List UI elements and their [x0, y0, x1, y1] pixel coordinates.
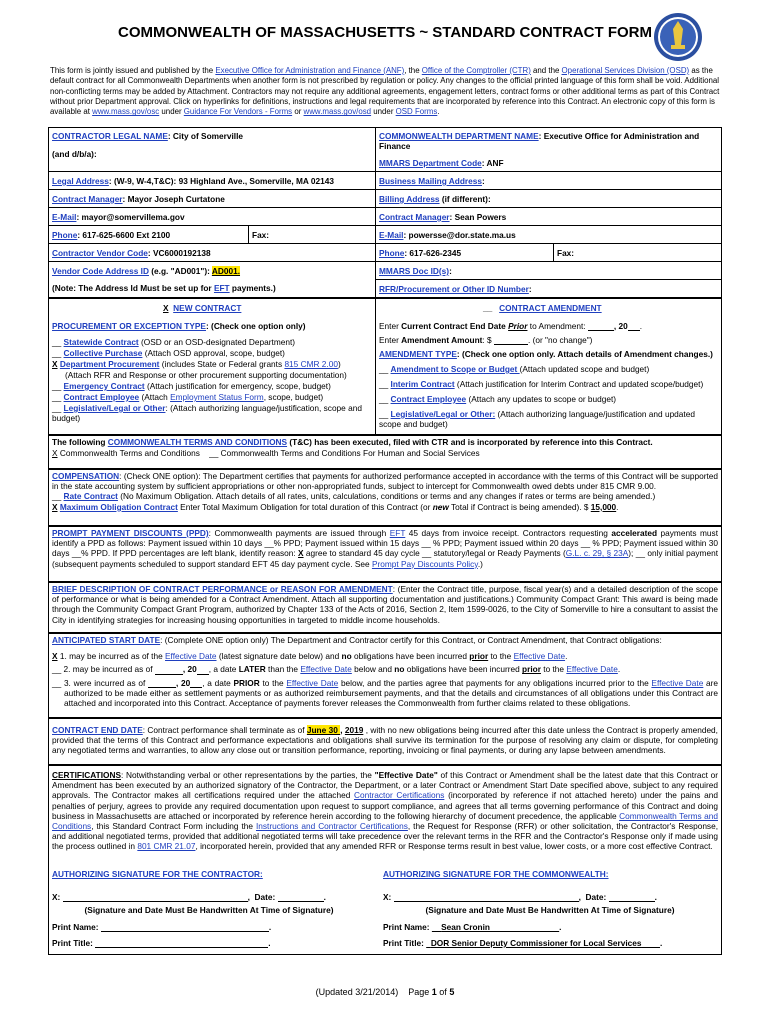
eft-note: (Note: The Address Id Must be set up for EFT payments.) [52, 283, 276, 293]
emergency-contract-option[interactable]: __ Emergency Contract (Attach justification for emergency, scope, budget) [52, 381, 331, 391]
collective-purchase-option[interactable]: __ Collective Purchase (Attach OSD approval, scope, budget) [52, 348, 285, 358]
contractor-legal-address[interactable]: Legal Address: (W-9, W-4,T&C): 93 Highland Ave., Somerville, MA 02143 [52, 176, 334, 186]
commonwealth-signature-heading: AUTHORIZING SIGNATURE FOR THE COMMONWEALTH: [383, 869, 609, 879]
contract-amendment-option[interactable]: __ CONTRACT AMENDMENT [483, 303, 602, 313]
description-section[interactable]: BRIEF DESCRIPTION OF CONTRACT PERFORMANCE or REASON FOR AMENDMENT: (Enter the Contract title, purpose, fiscal year(s) and a detailed description of the scope of performance or what is being amended for a Contract Amendment. Attach all supporting documentation and justifications.) Community Compact Grant: This award is being made through the Community Compact Grant Program, authorized by Chapter 133 of the Acts of 2016, Section 2, Item 1599-0026, to the City of Somerville to hire a consultant to assist the City in identifying strategies for increasing housing opportunities in targeted to middle income households. [48, 582, 722, 633]
osd-link[interactable]: Operational Services Division (OSD) [561, 66, 690, 75]
guidance-link[interactable]: Guidance For Vendors - Forms [183, 107, 293, 117]
new-contract-option[interactable]: X NEW CONTRACT [163, 303, 242, 313]
terms-human-services-option[interactable]: __ Commonwealth Terms and Conditions For Human and Social Services [209, 448, 480, 459]
vendor-address-id[interactable]: Vendor Code Address ID (e.g. "AD001"): AD001. [52, 266, 241, 276]
end-date-section: CONTRACT END DATE: Contract performance shall terminate as of June 30 , 2019 , with no new obligations being incurred after this date unless the Contract is properly amended, provided that the terms of this Contract and performance expectations and obligations shall survive its termination for the purpose of resolving any claim or dispute, for completing any negotiated terms and warranties, to allow any close out or transition performance, reporting, invoicing or final payments, or during any lapse between amendments. [48, 718, 722, 765]
certifications-section: CERTIFICATIONS: Notwithstanding verbal or other representations by the parties, the "Effective Date" of this Contract or Amendment shall be the latest date that this Contract or Amendment has been executed by an authorized signatory of the Contractor, the Department, or a later Contract or Amendment Start Date specified above, subject to any required approvals. The Contractor makes all certifications required under the attached Contractor Certifications (incorporated by reference if not attached hereto) under the pains and penalties of perjury, agrees to provide any required documentation upon request to support compliance, and agrees that all terms governing performance of this Contract and doing business in Massachusetts are attached or incorporated by reference herein according to the following hierarchy of document precedence, the applicable Commonwealth Terms and Conditions, this Standard Contract Form including the Instructions and Contractor Certifications, the Request for Response (RFR) or other solicitation, the Contractor's Response, and additional negotiated terms, provided that additional negotiated terms will take precedence over the relevant terms in the RFR and the Contractor's Response only if made using the process outlined in 801 CMR 21.07, incorporated herein, provided that any amended RFR or Response terms result in best value, lower costs, or a more cost effective Contract. [48, 765, 722, 955]
contractor-print-name[interactable]: Print Name: . [52, 922, 272, 932]
department-phone[interactable]: Phone: 617-626-2345 [379, 248, 462, 258]
start-option-2[interactable]: __ 2. may be incurred as of , 20 , a date LATER than the Effective Date below and no obligations have been incurred prior to the Effective Date. [52, 664, 621, 675]
contractor-vendor-code[interactable]: Contractor Vendor Code: VC6000192138 [52, 248, 211, 258]
current-end-date-field[interactable]: Enter Current Contract End Date Prior to Amendment: , 20 . [379, 321, 643, 331]
business-mailing-address[interactable]: Business Mailing Address: [379, 176, 485, 186]
terms-standard-option[interactable]: X Commonwealth Terms and Conditions [52, 448, 200, 459]
osd-website-link[interactable]: www.mass.gov/osd [303, 107, 372, 117]
department-manager[interactable]: Contract Manager: Sean Powers [379, 212, 507, 222]
contractor-manager[interactable]: Contract Manager: Mayor Joseph Curtatone [52, 194, 225, 204]
amendment-amount-field[interactable]: Enter Amendment Amount: $ . (or "no change") [379, 335, 593, 345]
start-option-1[interactable]: X 1. may be incurred as of the Effective Date (latest signature date below) and no obligations have been incurred prior to the Effective Date. [52, 651, 568, 662]
ctr-link[interactable]: Office of the Comptroller (CTR) [421, 66, 531, 75]
osd-forms-link[interactable]: OSD Forms [395, 107, 438, 117]
contractor-phone[interactable]: Phone: 617-625-6600 Ext 2100 [52, 230, 171, 240]
terms-section: The following COMMONWEALTH TERMS AND CONDITIONS (T&C) has been executed, filed with CTR and is incorporated by reference into this Contract. X Commonwealth Terms and Conditions __ Commonwealth Terms and Conditions For Human and Social Services [48, 435, 722, 469]
commonwealth-print-name[interactable]: Print Name: Sean Cronin . [383, 922, 562, 932]
department-email[interactable]: E-Mail: powersse@dor.state.ma.us [379, 230, 516, 240]
amend-contract-employee-option[interactable]: __ Contract Employee (Attach any updates to scope or budget) [379, 394, 617, 404]
compensation-section: COMPENSATION: (Check ONE option): The Department certifies that payments for authorized performance accepted in accordance with the terms of this Contract will be supported in the state accounting system by sufficient appropriations or other non-appropriated funds, subject to intercept for Commonwealth owed debts under 815 CMR 9.00. __ Rate Contract (No Maximum Obligation. Attach details of all rates, units, calculations, conditions or terms and any changes if rates or terms are being amended.) X Maximum Obligation Contract Enter Total Maximum Obligation for total duration of this Contract (or new Total if Contract is being amended). $ 15,000. [48, 469, 722, 526]
contractor-print-title[interactable]: Print Title: . [52, 938, 271, 948]
legislative-option[interactable]: __ Legislative/Legal or Other: (Attach authorizing language/justification, scope and budget) [52, 403, 362, 424]
contractor-dba[interactable]: (and d/b/a): [52, 149, 97, 159]
department-procurement-note: (Attach RFR and Response or other procurement supporting documentation) [65, 370, 347, 380]
max-obligation-option[interactable]: X Maximum Obligation Contract Enter Total Maximum Obligation for total duration of this Contract (or new Total if Contract is being amended). $ 15,000. [52, 501, 619, 512]
contractor-fax[interactable]: Fax: [252, 230, 270, 240]
mmars-department-code[interactable]: MMARS Department Code: ANF [379, 158, 504, 168]
start-date-section: ANTICIPATED START DATE: (Complete ONE option only) The Department and Contractor certify for this Contract, or Contract Amendment, that Contract obligations: X 1. may be incurred as of the Effective Date (latest signature date below) and no obligations have been incurred prior to the Effective Date. __ 2. may be incurred as of , 20 , a date LATER than the Effective Date below and no obligations have been incurred prior to the Effective Date. __ 3. were incurred as of , 20 , a date PRIOR to the Effective Date below, and the parties agree that payments for any obligations incurred prior to the Effective Date are authorized to be made either as settlement payments or as authorized reimbursement payments, and that the details and circumstances of all obligations under this Contract are attached and incorporated into this Contract. Acceptance of payments forever releases the Commonwealth from further claims related to these obligations. [48, 633, 722, 718]
department-fax[interactable]: Fax: [557, 248, 575, 258]
amendment-type-heading: AMENDMENT TYPE: (Check one option only. Attach details of Amendment changes.) [379, 349, 713, 359]
contract-employee-option[interactable]: __ Contract Employee (Attach Employment Status Form, scope, budget) [52, 392, 324, 402]
rate-contract-option[interactable]: __ Rate Contract (No Maximum Obligation. Attach details of all rates, units, calculations, conditions or terms and any changes if rates or terms are being amended.) [52, 491, 656, 502]
contractor-legal-name[interactable]: CONTRACTOR LEGAL NAME: City of Somerville [52, 131, 244, 141]
department-procurement-option[interactable]: X Department Procurement (includes State or Federal grants 815 CMR 2.00) [52, 359, 341, 369]
amend-legislative-option[interactable]: __ Legislative/Legal or Other: (Attach authorizing language/justification and updated scope and budget) [379, 409, 695, 430]
page-title: COMMONWEALTH OF MASSACHUSETTS ~ STANDARD CONTRACT FORM [118, 24, 652, 41]
department-name[interactable]: COMMONWEALTH DEPARTMENT NAME: Executive Office for Administration and Finance [379, 131, 700, 152]
contractor-email[interactable]: E-Mail: mayor@somervillema.gov [52, 212, 185, 222]
mmars-doc-id[interactable]: MMARS Doc ID(s): [379, 266, 452, 276]
intro-paragraph: This form is jointly issued and published by the Executive Office for Administration and Finance (ANF), the Office of the Comptroller (CTR) and the Operational Services Division (OSD) as the default contract for all Commonwealth Departments when another form is not prescribed by regulation or policy. Any changes to the official printed language of this form shall be void. Additional non-conflicting terms may be added by Attachment. Contractors may not require any additional agreements, engagement letters, contract forms or other additional terms as part of this Contract without prior Department approval. Click on hyperlinks for definitions, instructions and legal requirements that are incorporated by reference into this Contract. An electronic copy of this form is available at www.mass.gov/osc under Guidance For Vendors - Forms or www.mass.gov/osd under OSD Forms. [50, 66, 720, 117]
contractor-signature-heading: AUTHORIZING SIGNATURE FOR THE CONTRACTOR: [52, 869, 263, 879]
end-year-value[interactable]: 2019 [344, 725, 364, 735]
end-date-value[interactable]: June 30 [306, 725, 341, 735]
massachusetts-seal-icon [653, 12, 703, 62]
commonwealth-print-title[interactable]: Print Title: DOR Senior Deputy Commissioner for Local Services . [383, 938, 663, 948]
procurement-type-heading: PROCUREMENT OR EXCEPTION TYPE: (Check one option only) [52, 321, 306, 331]
start-option-3[interactable]: __ 3. were incurred as of , 20 , a date PRIOR to the Effective Date below, and the parties agree that payments for any obligations incurred prior to the Effective Date are authorized to be made either as settlement payments or as authorized reimbursement payments, and that the details and circumstances of all obligations under this Contract are attached and incorporated into this Contract. Acceptance of payments forever releases the Commonwealth from further claims related to these obligations. [52, 677, 719, 709]
amend-scope-budget-option[interactable]: __ Amendment to Scope or Budget (Attach updated scope and budget) [379, 364, 650, 374]
contractor-handwritten-note: (Signature and Date Must Be Handwritten At Time of Signature) [84, 905, 334, 915]
commonwealth-handwritten-note: (Signature and Date Must Be Handwritten At Time of Signature) [425, 905, 675, 915]
anf-link[interactable]: Executive Office for Administration and Finance (ANF) [215, 66, 405, 75]
rfr-procurement-id[interactable]: RFR/Procurement or Other ID Number: [379, 284, 532, 294]
billing-address[interactable]: Billing Address (if different): [379, 194, 491, 204]
statewide-contract-option[interactable]: __ Statewide Contract (OSD or an OSD-designated Department) [52, 337, 296, 347]
page-footer: (Updated 3/21/2014) Page 1 of 5 [315, 987, 455, 997]
osc-website-link[interactable]: www.mass.gov/osc [92, 107, 160, 117]
prompt-payment-section: PROMPT PAYMENT DISCOUNTS (PPD): Commonwealth payments are issued through EFT 45 days from invoice receipt. Contractors requesting accelerated payments must identify a PPD as follows: Payment issued within 10 days __% PPD; Payment issued within 15 days __ % PPD; Payment issued within 20 days __ % PPD; Payment issued within 30 days __% PPD. If PPD percentages are left blank, identify reason: X agree to standard 45 day cycle __ statutory/legal or Ready Payments (G.L. c. 29, § 23A); __ only initial payment (subsequent payments scheduled to support standard EFT 45 day payment cycle. See Prompt Pay Discounts Policy.) [48, 526, 722, 582]
contractor-signature-line[interactable]: X: , Date: . [52, 892, 326, 902]
interim-contract-option[interactable]: __ Interim Contract (Attach justification for Interim Contract and updated scope/budget) [379, 379, 704, 389]
commonwealth-signature-line[interactable]: X: , Date: . [383, 892, 657, 902]
